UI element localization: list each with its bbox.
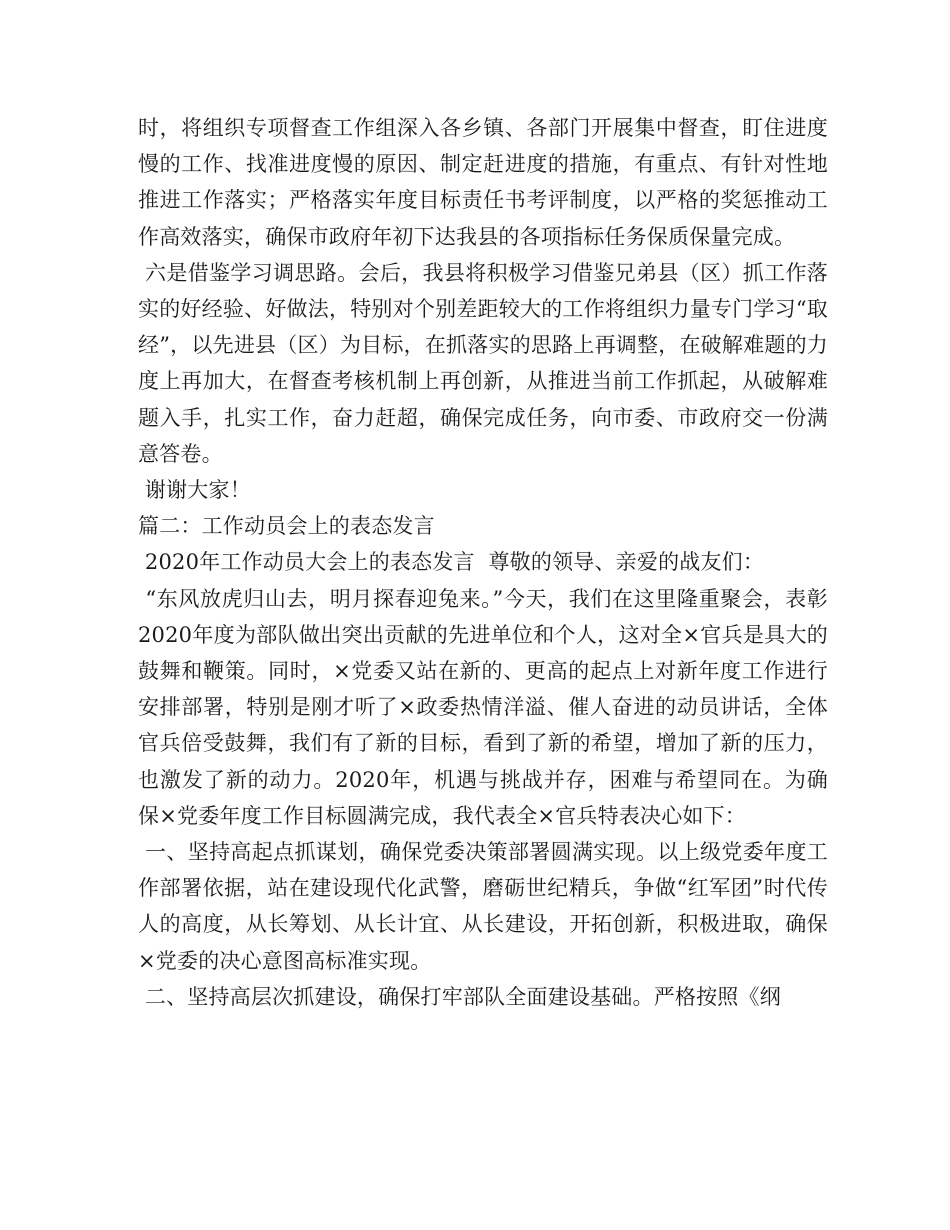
paragraph-thanks: 谢谢大家！: [138, 478, 251, 503]
paragraph-point-two: 二、坚持高层次抓建设，确保打牢部队全面建设基础。严格按照《纲: [138, 984, 781, 1009]
paragraph-continuation: 时，将组织专项督查工作组深入各乡镇、各部门开展集中督查，盯住进度慢的工作、找准进度慢的原因、制定赶进度的措施，有重点、有针对性地推进工作落实；严格落实年度目标责任书考评制度，以严格的奖惩推动工作高效落实，确保市政府年初下达我县的各项指标任务保质保量完成。: [138, 116, 828, 249]
document-body: [138, 110, 828, 1015]
paragraph-point-six: 六是借鉴学习调思路。会后，我县将积极学习借鉴兄弟县（区）抓工作落实的好经验、好做法，特别对个别差距较大的工作将组织力量专门学习“取经”，以先进县（区）为目标，在抓落实的思路上再调整，在破解难题的力度上再加大，在督查考核机制上再创新，从推进当前工作抓起，从破解难题入手，扎实工作，奋力赶超，确保完成任务，向市委、市政府交一份满意答卷。: [138, 260, 828, 466]
speech-title-salutation: 2020年工作动员大会上的表态发言 尊敬的领导、亲爱的战友们：: [138, 550, 765, 575]
section-heading: 篇二：工作动员会上的表态发言: [138, 514, 435, 539]
paragraph-opening: “东风放虎归山去，明月探春迎兔来。”今天，我们在这里隆重聚会，表彰2020年度为部队做出突出贡献的先进单位和个人，这对全×官兵是具大的鼓舞和鞭策。同时，×党委又站在新的、更高的起点上对新年度工作进行安排部署，特别是刚才听了×政委热情洋溢、催人奋进的动员讲话，全体官兵倍受鼓舞，我们有了新的目标，看到了新的希望，增加了新的压力，也激发了新的动力。2020年，机遇与挑战并存，困难与希望同在。为确保×党委年度工作目标圆满完成，我代表全×官兵特表决心如下：: [138, 586, 828, 828]
paragraph-point-one: 一、坚持高起点抓谋划，确保党委决策部署圆满实现。以上级党委年度工作部署依据，站在建设现代化武警，磨砺世纪精兵，争做“红军团”时代传人的高度，从长筹划、从长计宜、从长建设，开拓创新，积极进取，确保×党委的决心意图高标准实现。: [138, 840, 828, 973]
